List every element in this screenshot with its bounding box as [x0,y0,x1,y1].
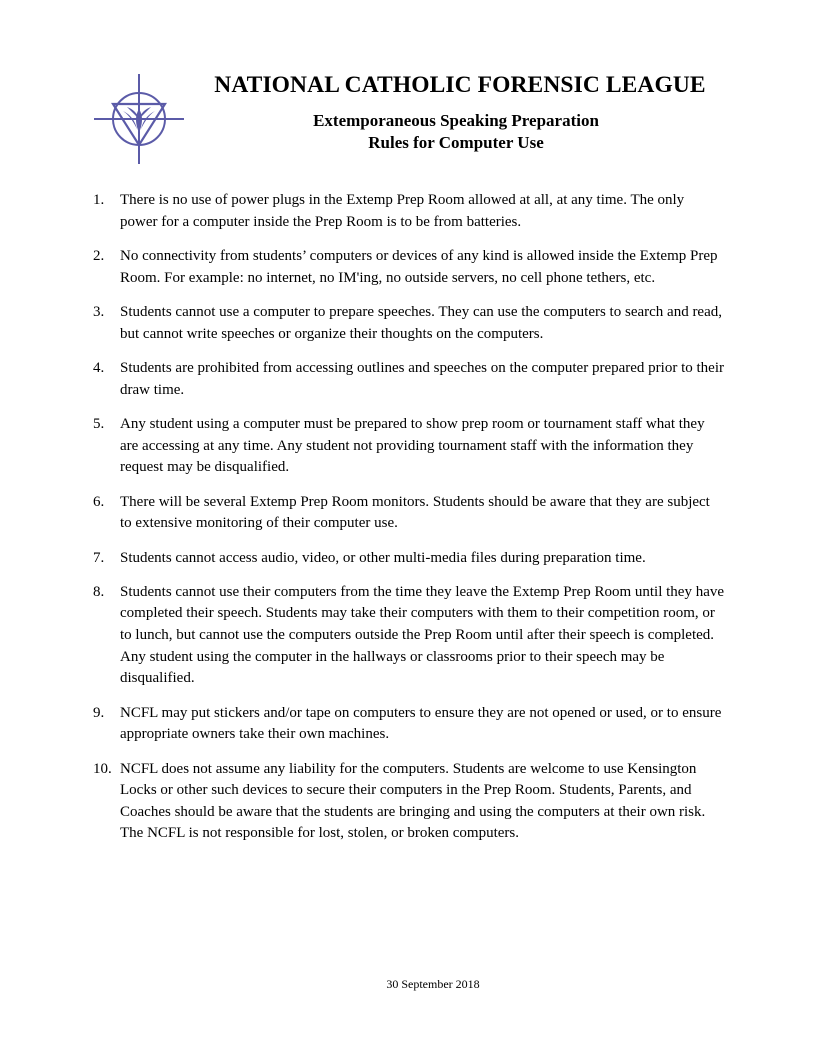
rule-number: 7. [93,549,105,566]
document-title: Rules for Computer Use [368,133,544,152]
rule-item [93,246,725,289]
rule-text: Students cannot use their computers from the time they leave the Extemp Prep Room until they have completed their speech. Students may take their computers with them to their competition room, or to lunch, but cannot use the computers outside the Prep Room until after their speech is completed. Any student using the computer in the hallways or classrooms prior to their speech may be disqualified. [120,583,725,687]
rule-number: 10. [93,760,112,777]
rule-text: NCFL may put stickers and/or tape on computers to ensure they are not opened or used, or to ensure appropriate owners take their own machines. [120,704,722,743]
rule-number: 2. [93,247,105,264]
rule-item [93,414,725,479]
rule-item [93,703,725,746]
document-subtitle: Extemporaneous Speaking Preparation [313,111,599,130]
rule-number: 8. [93,583,105,600]
rules-list [93,190,725,858]
rule-number: 1. [93,192,105,208]
rule-item [93,302,725,345]
rule-number: 9. [93,704,105,721]
rule-text: There will be several Extemp Prep Room monitors. Students should be aware that they are subject to extensive monitoring of their computer use. [120,493,710,532]
rule-number: 3. [93,303,105,320]
rule-text: Students cannot use a computer to prepare speeches. They can use the computers to search and read, but cannot write speeches or organize their thoughts on the computers. [120,303,722,342]
rule-number: 5. [93,415,105,432]
rule-text: NCFL does not assume any liability for the computers. Students are welcome to use Kensington Locks or other such devices to secure their computers in the Prep Room. Students, Parents, and Coaches should be aware that the students are bringing and using the computers at their own risk. The NCFL is not responsible for lost, stolen, or broken computers. [120,760,706,842]
ncfl-logo-icon [93,73,185,165]
rule-item [93,190,725,233]
org-title: NATIONAL CATHOLIC FORENSIC LEAGUE [214,72,706,98]
rule-text: There is no use of power plugs in the Extemp Prep Room allowed at all, at any time. The only power for a computer inside the Prep Room is to be from batteries. [120,192,685,230]
rule-text: Any student using a computer must be prepared to show prep room or tournament staff what they are accessing at any time. Any student not providing tournament staff with the information they request may be disqualified. [120,415,705,476]
rule-number: 4. [93,359,105,376]
rule-item [93,582,725,690]
rule-item [93,492,725,535]
rule-number: 6. [93,493,105,510]
rule-item [93,759,725,845]
rule-text: Students are prohibited from accessing outlines and speeches on the computer prepared prior to their draw time. [120,359,724,398]
rule-item [93,358,725,401]
rule-text: No connectivity from students’ computers or devices of any kind is allowed inside the Extemp Prep Room. For example: no internet, no IM'ing, no outside servers, no cell phone tethers, etc. [120,247,718,286]
footer-date: 30 September 2018 [386,977,480,991]
rule-item [93,548,725,570]
rule-text: Students cannot access audio, video, or other multi-media files during preparation time. [120,549,646,566]
